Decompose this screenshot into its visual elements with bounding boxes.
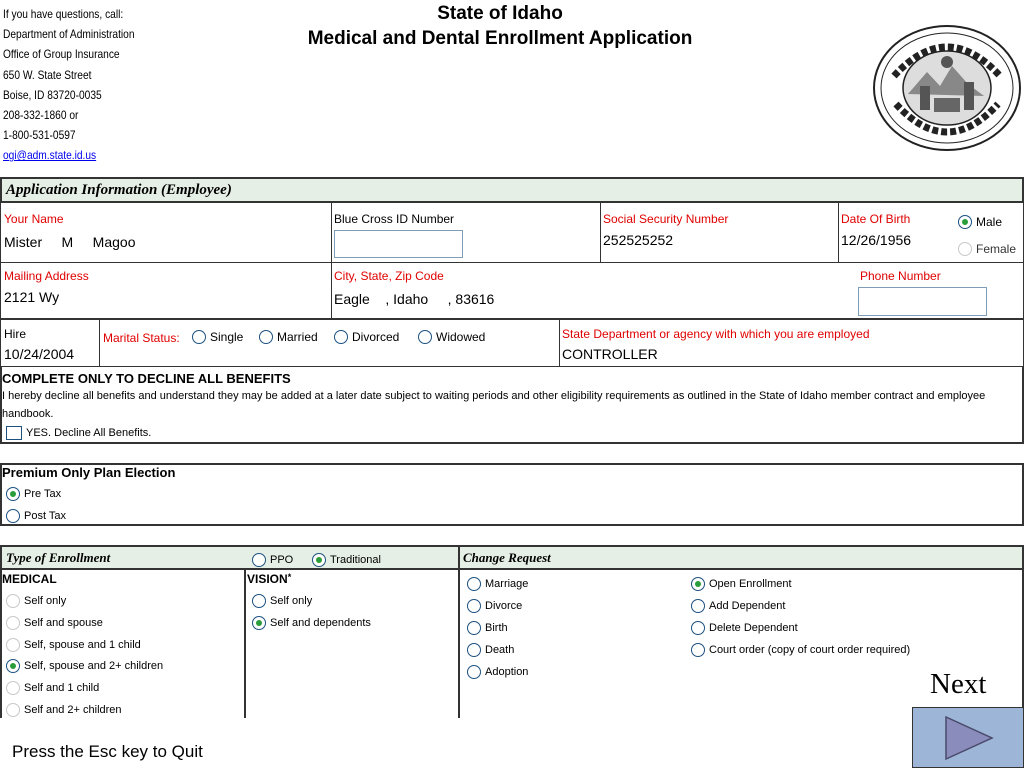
city-value: Eagle , Idaho , 83616 [334,291,495,307]
change-option[interactable]: Marriage [467,576,528,591]
vision-asterisk: * [287,572,292,582]
next-label: Next [930,668,987,700]
radio-icon [6,681,20,695]
radio-icon [334,330,348,344]
marital-label: Marital Status: [103,331,180,345]
medical-option[interactable]: Self and spouse [6,615,103,630]
radio-icon [691,599,705,613]
name-label: Your Name [4,212,64,226]
change-option[interactable]: Add Dependent [691,598,785,613]
radio-icon [6,638,20,652]
vision-option[interactable]: Self and dependents [252,615,371,630]
phone-input[interactable] [858,287,987,316]
radio-icon [312,553,326,567]
premium-title: Premium Only Plan Election [2,465,176,480]
radio-icon [467,665,481,679]
medical-option[interactable]: Self, spouse and 2+ children [6,658,163,673]
page-subtitle: Medical and Dental Enrollment Application [307,28,693,49]
radio-icon [252,616,266,630]
contact-line: 208-332-1860 or [3,108,79,123]
state-seal-icon [872,24,1022,152]
radio-icon [6,594,20,608]
page-title: State of Idaho [437,3,563,24]
next-button[interactable] [912,707,1024,768]
name-value: Mister M Magoo [4,234,136,250]
section-title-change-request: Change Request [463,550,551,565]
ssn-value: 252525252 [603,232,674,248]
hire-value: 10/24/2004 [4,346,75,362]
radio-icon [467,643,481,657]
change-option[interactable]: Adoption [467,664,528,679]
section-bar-application-info [0,177,1024,203]
address-label: Mailing Address [4,269,89,283]
radio-icon [6,616,20,630]
radio-icon [467,621,481,635]
radio-icon [467,599,481,613]
dob-label: Date Of Birth [841,212,911,226]
quit-hint: Press the Esc key to Quit [12,742,203,761]
radio-icon [418,330,432,344]
radio-icon [252,594,266,608]
medical-title: MEDICAL [2,572,57,586]
change-option[interactable]: Delete Dependent [691,620,798,635]
traditional-radio[interactable]: Traditional [312,552,381,567]
radio-icon [958,242,972,256]
play-arrow-icon [913,708,1024,768]
marital-widowed-radio[interactable]: Widowed [418,329,485,344]
radio-icon [6,703,20,717]
agency-label: State Department or agency with which you are employed [562,327,870,341]
medical-option[interactable]: Self and 2+ children [6,702,122,717]
section-title-enrollment: Type of Enrollment [6,550,111,565]
dob-value: 12/26/1956 [841,232,912,248]
marital-married-radio[interactable]: Married [259,329,318,344]
decline-text: I hereby decline all benefits and understand they may be added at a later date subject to waiting periods and other eligibility requirements as outlined in the State of Idaho member contract and employee handbook. [2,390,986,420]
change-option[interactable]: Birth [467,620,508,635]
radio-icon [6,487,20,501]
gender-male-radio[interactable]: Male [958,214,1002,229]
ppo-radio[interactable]: PPO [252,552,293,567]
ssn-label: Social Security Number [603,212,729,226]
pre-tax-radio[interactable]: Pre Tax [6,486,61,501]
radio-icon [6,659,20,673]
gender-female-radio[interactable]: Female [958,241,1016,256]
decline-title: COMPLETE ONLY TO DECLINE ALL BENEFITS [2,371,291,386]
contact-info [3,4,183,166]
contact-line: 1-800-531-0597 [3,128,76,143]
contact-line: If you have questions, call: [3,7,124,21]
contact-line: Department of Administration [3,27,135,42]
checkbox-icon [6,426,22,440]
radio-icon [958,215,972,229]
vision-title: VISION* [247,572,292,586]
phone-label: Phone Number [860,269,941,283]
radio-icon [259,330,273,344]
bluecross-label: Blue Cross ID Number [334,212,455,226]
post-tax-radio[interactable]: Post Tax [6,508,66,523]
address-value: 2121 Wy [4,289,60,305]
change-option[interactable]: Court order (copy of court order required) [691,642,910,657]
radio-icon [6,509,20,523]
contact-line: Boise, ID 83720-0035 [3,87,102,102]
radio-icon [691,621,705,635]
radio-icon [467,577,481,591]
email-link[interactable]: ogi@adm.state.id.us [3,148,97,163]
decline-checkbox[interactable]: YES. Decline All Benefits. [6,425,151,440]
change-option[interactable]: Open Enrollment [691,576,792,591]
contact-line: 650 W. State Street [3,67,92,82]
section-title-application-info: Application Information (Employee) [6,182,232,198]
marital-divorced-radio[interactable]: Divorced [334,329,399,344]
bluecross-input[interactable] [334,230,463,258]
radio-icon [192,330,206,344]
city-label: City, State, Zip Code [334,269,444,283]
change-option[interactable]: Divorce [467,598,522,613]
medical-option[interactable]: Self and 1 child [6,680,99,695]
vision-option[interactable]: Self only [252,593,312,608]
radio-icon [691,577,705,591]
change-option[interactable]: Death [467,642,514,657]
hire-label: Hire [4,327,27,341]
contact-line: Office of Group Insurance [3,47,120,62]
change-request-header [459,545,551,570]
medical-option[interactable]: Self only [6,593,66,608]
radio-icon [252,553,266,567]
medical-option[interactable]: Self, spouse and 1 child [6,637,141,652]
marital-single-radio[interactable]: Single [192,329,243,344]
agency-value: CONTROLLER [562,346,658,362]
radio-icon [691,643,705,657]
